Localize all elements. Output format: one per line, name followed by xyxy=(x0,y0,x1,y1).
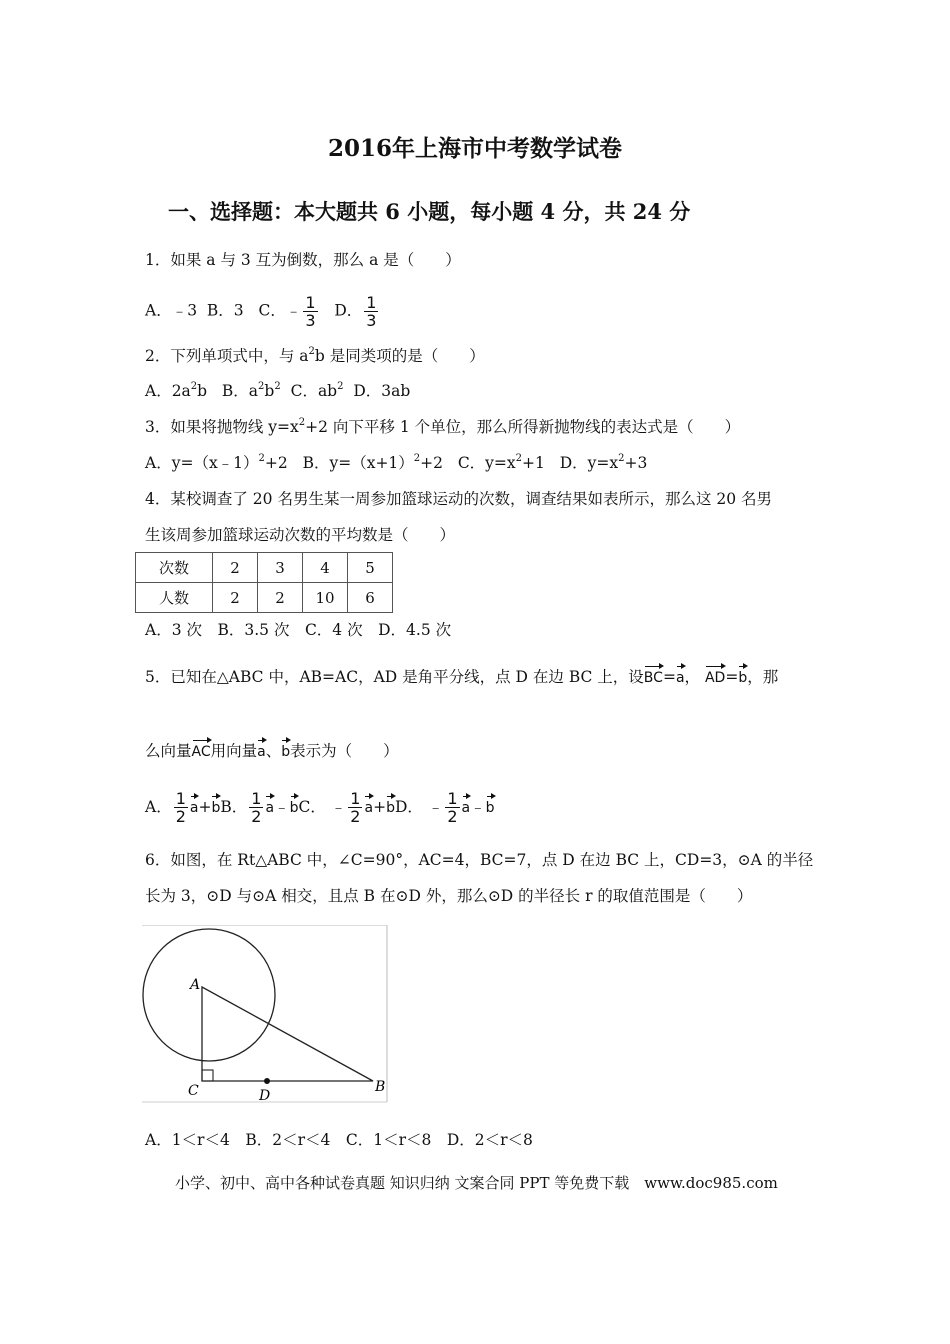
table-cell: 人数 xyxy=(136,583,213,613)
label-d: D xyxy=(259,1088,271,1103)
q2-option-a: A．$2a^2b$ xyxy=(145,381,208,400)
fraction: $\frac{1}{3}$ xyxy=(366,293,377,330)
vector-ac: AC xyxy=(192,738,211,760)
vector-bc: BC xyxy=(644,664,663,686)
table-cell: 3 xyxy=(258,553,303,583)
table-row xyxy=(136,553,393,583)
q3-option-c: C．$y=x^2+1$ xyxy=(457,453,545,472)
table-cell: 2 xyxy=(213,553,258,583)
table-cell: 6 xyxy=(348,583,393,613)
table-cell: 10 xyxy=(303,583,348,613)
geometry-figure xyxy=(142,925,388,1103)
q5-option-a: A． $\frac{1}{2}$ a+b xyxy=(145,789,221,826)
point-d xyxy=(264,1078,270,1084)
q5-options xyxy=(145,790,495,825)
vector-b: b xyxy=(738,664,747,686)
q3-option-b: B．$y=(x+1)^2+2$ xyxy=(302,453,444,472)
q4-options: A．3 次 B．3.5 次 C．4 次 D．4.5 次 xyxy=(145,621,452,639)
q6-options: A．1＜r＜4 B．2＜r＜4 C．1＜r＜8 D．2＜r＜8 xyxy=(145,1131,533,1149)
q1-option-d: D． xyxy=(334,301,363,320)
page-title: 2016年上海市中考数学试卷 xyxy=(327,135,622,162)
q1-options xyxy=(145,294,380,329)
q1-option-c: C．﹣ xyxy=(258,301,302,320)
q2-option-d: D．3ab xyxy=(353,382,411,400)
label-a: A xyxy=(190,977,201,993)
q3-option-d: D．$y=x^2+3$ xyxy=(559,453,648,472)
q2-stem: 2．下列单项式中，与 $a^2b$ 是同类项的是（ ） xyxy=(145,346,485,365)
q3-stem: 3．如果将抛物线 $y=x^2+2$ 向下平移 1 个单位，那么所得新抛物线的表达式是（ ） xyxy=(145,417,741,436)
table-cell: 4 xyxy=(303,553,348,583)
fraction: $\frac{1}{3}$ xyxy=(305,293,316,330)
vector-ad: AD xyxy=(705,664,725,686)
vector-a: a xyxy=(676,664,685,686)
footer-text: 小学、初中、高中各种试卷真题 知识归纳 文案合同 PPT 等免费下载 www.doc985.com xyxy=(175,1174,778,1192)
q2-options xyxy=(145,379,410,401)
table-row xyxy=(136,583,393,613)
q1-option-b: B．3 xyxy=(206,301,244,320)
circle-a xyxy=(143,929,275,1061)
q5-option-d: D． ﹣ $\frac{1}{2}$ a﹣b xyxy=(394,789,495,826)
vector-b: b xyxy=(281,738,290,760)
table-cell: 2 xyxy=(258,583,303,613)
triangle-abc xyxy=(202,987,373,1081)
section-heading: 一、选择题：本大题共 6 小题，每小题 4 分，共 24 分 xyxy=(168,199,691,224)
q6-stem-line1: 6．如图，在 Rt△ABC 中，∠C=90°，AC=4，BC=7，点 D 在边 BC 上，CD=3，⊙A 的半径 xyxy=(145,851,814,869)
data-table xyxy=(135,552,393,613)
table-cell: 5 xyxy=(348,553,393,583)
q6-stem-line2: 长为 3，⊙D 与⊙A 相交，且点 B 在⊙D 外，那么⊙D 的半径长 r 的取值范围是（ ） xyxy=(145,887,753,905)
q5-option-c: C． ﹣ $\frac{1}{2}$ a+b xyxy=(298,789,395,826)
q4-stem-line1: 4．某校调查了 20 名男生某一周参加篮球运动的次数，调查结果如表所示，那么这 20 名男 xyxy=(145,490,773,508)
q3-option-a: A．y=（x﹣1）$^2$+2 xyxy=(145,453,288,472)
q3-options xyxy=(145,451,647,473)
label-b: B xyxy=(375,1079,386,1095)
vector-a: a xyxy=(257,738,266,760)
q5-stem-line2: 么向量AC用向量a、b表示为（ ） xyxy=(145,738,399,761)
table-cell: 次数 xyxy=(136,553,213,583)
right-angle-mark xyxy=(202,1070,213,1081)
table-cell: 2 xyxy=(213,583,258,613)
q2-option-c: C．$ab^2$ xyxy=(290,381,344,400)
q5-stem-line1: 5．已知在△ABC 中，AB=AC，AD 是角平分线，点 D 在边 BC 上，设BC=a， AD=b，那 xyxy=(145,664,778,687)
q1-option-a: A．﹣3 xyxy=(145,301,198,320)
label-c: C xyxy=(188,1083,199,1099)
q4-stem-line2: 生该周参加篮球运动次数的平均数是（ ） xyxy=(145,526,456,544)
q1-stem: 1．如果 a 与 3 互为倒数，那么 a 是（ ） xyxy=(145,251,461,269)
q2-option-b: B．$a^2b^2$ xyxy=(221,381,281,400)
q5-option-b: B． $\frac{1}{2}$ a﹣b xyxy=(220,789,299,826)
